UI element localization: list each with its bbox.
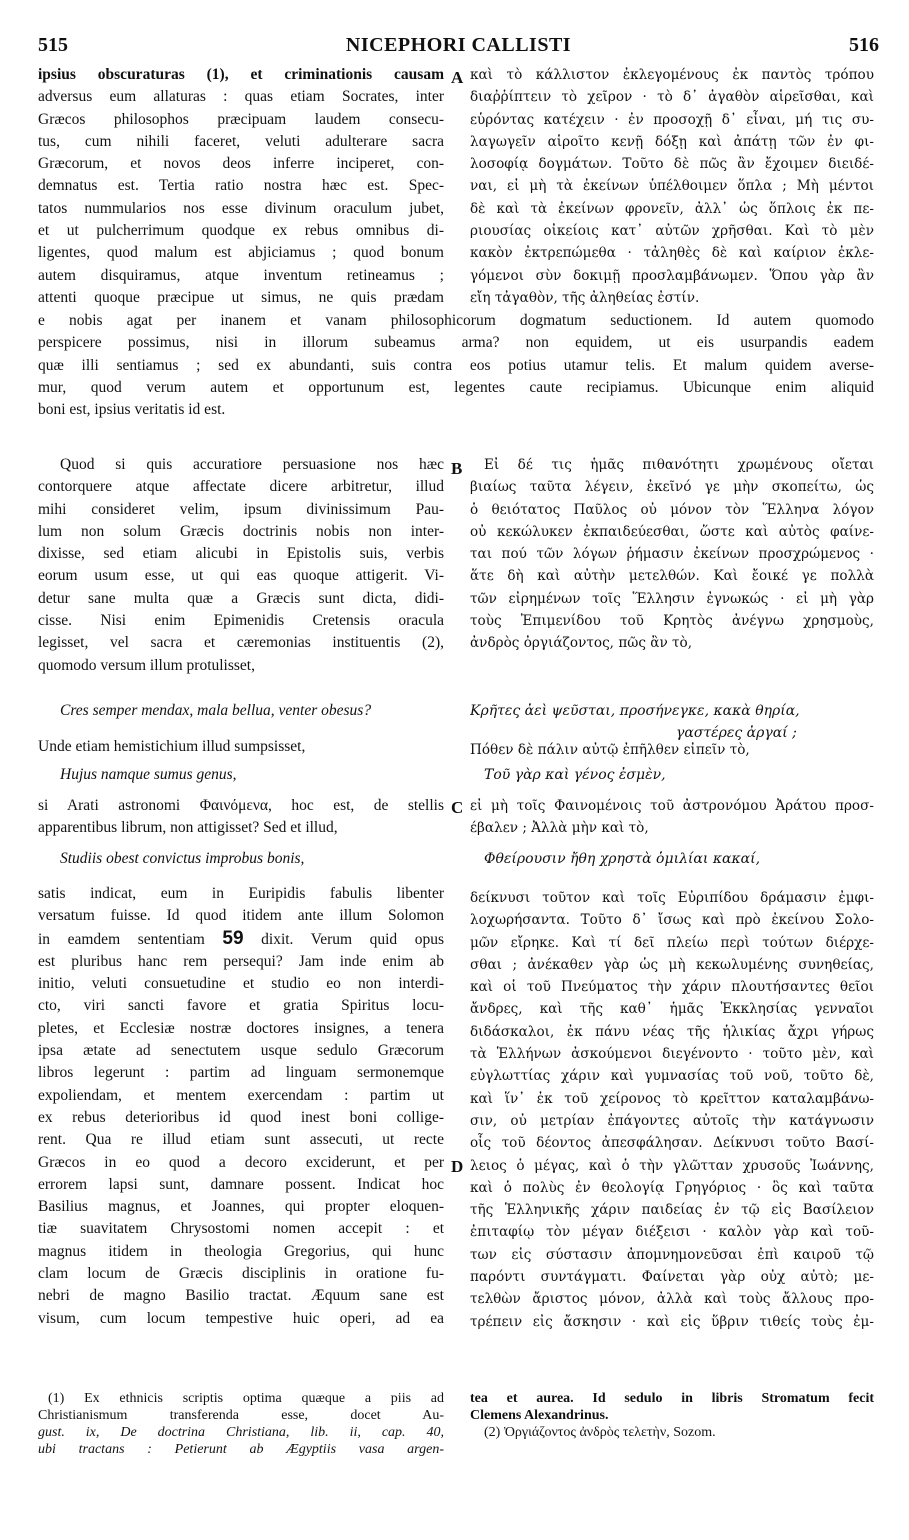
- verse-line: Studiis obest convictus improbus bonis,: [60, 850, 305, 867]
- text-line: κακὸν ἐκτρεπώμεθα · τἀληθὲς δὲ καὶ καίριον ἐκλε-: [470, 245, 874, 262]
- greek-verse-cres: [470, 700, 874, 745]
- text-line: εἰ μὴ τοῖς Φαινομένοις τοῦ ἀστρονόμου Ἀράτου προσ-: [470, 798, 874, 814]
- text-line: ἀνδρὸς ὀργιάζοντος, πῶς ἂν τὸ,: [470, 635, 693, 652]
- text-line: καὶ ὁ πολὺς ἐν θεολογίᾳ Γρηγόριος · ὃς καὶ ταῦτα: [470, 1179, 874, 1196]
- margin-letter-a: A: [451, 68, 464, 87]
- text-line: λοχωρήσαντα. Τοῦτο δ᾽ ἴσως καὶ πρὸ ἐκείνου Σολο-: [470, 912, 874, 929]
- latin-si-arati: [38, 795, 444, 840]
- text-line: τῆς Ἑλληνικῆς χάριν παιδείας ἐν τῷ εἰς Βασίλειον: [470, 1202, 874, 1219]
- greek-verse-tou: [470, 764, 874, 786]
- text-line: cto, viri sancti favore et gratia Spiritus locu-: [38, 997, 444, 1015]
- text-line: Unde etiam hemistichium illud sumpsisset,: [38, 738, 306, 755]
- text-line: Quod si quis accuratiore persuasione nos hæc: [60, 456, 444, 473]
- text-line: magnus itidem in theologia Gregorius, qui hunc: [38, 1242, 444, 1260]
- text-line: visum, cum locum tempestive huic operi, ad ea: [38, 1309, 444, 1327]
- text-line: σιν, οὐ μετρίαν ἐπάγοντες αὐτοῖς τὴν κατάγνωσιν: [470, 1112, 874, 1129]
- text-line: ligentes, quod malum est abjiciamus ; quod bonum: [38, 244, 444, 262]
- footnote-line: gust. ix, De doctrina Christiana, lib. ii, cap. 40,: [38, 1425, 444, 1440]
- text-line: Græcorum, et novos deos inferre inciperet, con-: [38, 155, 444, 173]
- verse-line: Κρῆτες ἀεὶ ψεῦσται, προσήνεγκε, κακὰ θηρία,: [470, 703, 800, 719]
- verse-line: γαστέρες ἀργαί ;: [676, 725, 797, 742]
- footnote-right: [470, 1390, 874, 1441]
- margin-letter-c: C: [451, 798, 464, 817]
- greek-column-block-3: [470, 887, 874, 1333]
- text-line: ἄνδρες, καὶ τῆς καθ᾽ ἡμᾶς Ἐκκλησίας γενναῖοι: [470, 1001, 874, 1018]
- section-number: 59: [222, 927, 244, 949]
- text-line: adversus eum allaturas : quas etiam Socrates, inter: [38, 88, 444, 106]
- text-line: apparentibus librum, non attigisset? Sed et illud,: [38, 819, 338, 837]
- footnote-left: [38, 1390, 444, 1458]
- text-line: Εἰ δέ τις ἡμᾶς πιθανότητι χρωμένους οἴεται: [484, 457, 874, 473]
- latin-verse-hujus: [38, 764, 444, 786]
- footnote-line: tea et aurea. Id sedulo in libris Stromatum fecit: [470, 1391, 874, 1406]
- text-line: autem disquiramus, atque inventum retineamus ;: [38, 266, 444, 284]
- verse-line: Τοῦ γὰρ καὶ γένος ἐσμὲν,: [484, 767, 666, 783]
- text-line: Basilius magnus, et Joannes, qui propter eloquen-: [38, 1198, 444, 1216]
- latin-verse-cres: [38, 700, 444, 722]
- text-line: τρέπειν εἰς ἄσκησιν · καὶ εἰς ὕβριν τιθείς τοὺς ἐμ-: [470, 1313, 874, 1330]
- text-line: καὶ οἱ τοῦ Πνεύματος τὴν χάριν πλουτήσαντες θεῖοι: [470, 979, 874, 996]
- text-line: attenti quoque præcipue ut simus, ne quis prædam: [38, 288, 444, 306]
- margin-letter-d: D: [451, 1157, 464, 1176]
- text-line: Græcos philosophos præcipuam laudem consecu-: [38, 110, 444, 128]
- text-line: καὶ τὸ κάλλιστον ἐκλεγομένους ἐκ παντὸς τρόπου: [470, 67, 874, 83]
- text-line: rent. Qua re illud etiam sunt assecuti, ut recte: [38, 1131, 444, 1149]
- text-line: εὐγλωττίας χάριν καὶ γυμνασίας τοῦ νοῦ, τοῦτο δὲ,: [470, 1068, 874, 1085]
- text-line: tatos nummularios nos esse divinum oraculum jubet,: [38, 199, 444, 217]
- text-line: σθαι ; ἀνέκαθεν γὰρ ὡς μὴ κεκωλυμένης συνηθείας,: [470, 956, 874, 973]
- text-line: διδάσκαλοι, ἐκ πάνυ νέας τῆς ἡλικίας ἄχρι γήρως: [470, 1023, 874, 1040]
- text-line: παρόντι συντάγματι. Φαίνεται γὰρ οὐχ αὐτὸ; με-: [470, 1269, 874, 1286]
- text-line: Πόθεν δὲ πάλιν αὐτῷ ἐπῆλθεν εἰπεῖν τὸ,: [470, 742, 750, 758]
- latin-column-block-2: [38, 454, 444, 677]
- text-line: εἴη τἀγαθὸν, τῆς ἀληθείας ἐστίν.: [470, 289, 700, 306]
- text-line: contorquere atque affectate dicere arbitretur, illud: [38, 478, 444, 496]
- text-line: nebri de magno Basilio tractat. Æquum sane est: [38, 1287, 444, 1305]
- text-line: perspicere possimus, nisi in illorum subeamus arma? non equidem, ut eis usurpandis eadem: [38, 334, 874, 352]
- page-header: [38, 34, 879, 60]
- text-line: τῶν εἰρημένων τοῖς Ἕλλησιν ἐγνωκώς · εἰ μὴ γὰρ: [470, 590, 874, 607]
- text-line: cisse. Nisi enim Epimenidis Cretensis oracula: [38, 612, 444, 630]
- text-line: ται πού τῶν λόγων ῥήμασιν ἐκείνων προσχρώμενος ·: [470, 546, 874, 563]
- text-line: ipsa ætate ad senectutem usque sedulo Græcorum: [38, 1042, 444, 1060]
- latin-full-width-block-1: [38, 310, 874, 421]
- text-line-with-marker: [38, 928, 444, 951]
- text-line: τοὺς Ἐπιμενίδου τοῦ Κρητὸς ἀνέγνω χρησμοὺς,: [470, 613, 874, 630]
- verse-line: Hujus namque sumus genus,: [60, 766, 237, 783]
- text-line: διαῤῥίπτειν τὸ χεῖρον · τὸ δ᾽ ἀγαθὸν αἱρεῖσθαι, καὶ: [470, 89, 874, 106]
- text-line: satis indicat, eum in Euripidis fabulis libenter: [38, 885, 444, 902]
- text-line: ἅτε δὴ καὶ αὐτὴν μετελθών. Καὶ ἔοικέ γε πολλὰ: [470, 568, 874, 585]
- text-line: ex rebus deterioribus id quod inest boni collige-: [38, 1108, 444, 1126]
- text-line: ἐπιταφίῳ τὸν μέγαν διέξεισι · καλὸν γὰρ καὶ τοῦ-: [470, 1224, 874, 1241]
- text-line: errorem lapsi sunt, damnare possent. Indicat hoc: [38, 1175, 444, 1193]
- text-line: expoliendam, et mentem exercendam : partim ut: [38, 1086, 444, 1104]
- text-line: ipsius obscuraturas (1), et criminationis causam: [38, 66, 444, 83]
- text-line: quomodo versum illum protulisset,: [38, 656, 255, 674]
- text-line: οἷς τοῦ δέοντος ἀπεσφάλησαν. Δείκνυσι τοῦτο Βασί-: [470, 1135, 874, 1152]
- footnote-line: (2) Ὀργιάζοντος ἀνδρὸς τελετὴν, Sozom.: [484, 1425, 716, 1440]
- text-line: est pluribus hanc rem persequi? Jam inde enim ab: [38, 952, 444, 970]
- text-line: ριουσίας οἰκείοις κατ᾽ αὐτῶν χρῆσθαι. Καὶ τὸ μὲν: [470, 223, 874, 240]
- text-line: libros legerunt : partim ad linguam sermonemque: [38, 1064, 444, 1082]
- text-line: έβαλεν ; Ἀλλὰ μὴν καὶ τὸ,: [470, 820, 649, 837]
- text-line: τὰ Ἑλλήνων ἀσκούμενοι διεγένοντο · τοῦτο μὲν, καὶ: [470, 1046, 874, 1063]
- text-line: tus, cum nihili faceret, veluti adulterare sacra: [38, 132, 444, 150]
- greek-column-block-2: [470, 454, 874, 655]
- text-line: λειος ὁ μέγας, καὶ ὁ τὴν γλῶτταν χρυσοῦς Ἰωάννης,: [470, 1157, 874, 1174]
- text-line: καὶ ἵν᾽ ἐκ τοῦ χείρονος τὸ κρεῖττον καταλαμβάνω-: [470, 1090, 874, 1107]
- greek-unde-line: [470, 739, 874, 761]
- text-line: lum non solum Græcis doctrinis nobis non inter-: [38, 522, 444, 540]
- running-title: NICEPHORI CALLISTI: [345, 34, 572, 56]
- text-line: δείκνυσι τοῦτον καὶ τοῖς Εὐριπίδου δράμασιν ἐμφι-: [470, 890, 874, 906]
- text-line: demnatus est. Tertia ratio nostra hæc est. Spec-: [38, 177, 444, 195]
- latin-column-block-1: [38, 64, 444, 309]
- greek-column-block-1: [470, 64, 874, 309]
- text-line: mihi consideret velim, ipsum divinissimum Pau-: [38, 500, 444, 518]
- text-line: οὐ κεκώλυκεν ἐκπαιδεύεσθαι, ὥστε καὶ αὐτὸς φαίνε-: [470, 523, 874, 540]
- text-line: Græcos in eo quod a decoro exciderunt, et per: [38, 1153, 444, 1171]
- footnote-line: ubi tractans : Petierunt ab Ægyptiis vasa argen-: [38, 1442, 444, 1457]
- footnote-line: (1) Ex ethnicis scriptis optima quæque a piis ad: [48, 1391, 444, 1406]
- verse-line: Cres semper mendax, mala bellua, venter obesus?: [60, 702, 372, 719]
- text-line: μῶν εἴρηκε. Καὶ τί δεῖ πλείω περὶ τούτων διέρχε-: [470, 934, 874, 951]
- text-line: λοσοφίᾳ δογμάτων. Τοῦτο δὲ πῶς ἂν ἔχοιμεν διειδέ-: [470, 156, 874, 173]
- page-number-left: 515: [38, 34, 68, 56]
- text-line: si Arati astronomi Φαινόμενα, hoc est, de stellis: [38, 797, 444, 814]
- text-line: detur sane multa quæ a Græcis sunt dicta, didi-: [38, 589, 444, 607]
- text-line: mur, quod verum autem et opportunum est, legentes caute recipiamus. Ubicunque enim aliquid: [38, 378, 874, 396]
- text-line: tiæ suavitatem Chrysostomi nomen accepit : et: [38, 1220, 444, 1238]
- text-line: eorum usum esse, ut qui eas quoque attigerit. Vi-: [38, 567, 444, 585]
- text-line: e nobis agat per inanem et vanam philosophicorum dogmatum seductionem. Id autem quomodo: [38, 312, 874, 329]
- text-line: τελθὼν ἄριστος μόνον, ἀλλὰ καὶ τοὺς ἄλλους προ-: [470, 1291, 874, 1308]
- text-line: των εἰς σύστασιν ἀπομνημονεῦσαι ἐπὶ καιροῦ τῷ: [470, 1246, 874, 1263]
- text-line: γόμενοι σὺν δοκιμῇ προσλαμβάνωμεν. Ὅπου γὰρ ἂν: [470, 267, 874, 284]
- text-line: legisset, vel sacra et cæremonias instituentis (2),: [38, 634, 444, 652]
- footnote-line: Christianismum transferenda esse, docet Au-: [38, 1408, 444, 1423]
- verse-line: Φθείρουσιν ἤθη χρηστὰ ὁμιλίαι κακαί,: [484, 851, 761, 867]
- text-line: versatum fuisse. Id quod itidem ante illum Solomon: [38, 907, 444, 925]
- greek-ei-me: [470, 795, 874, 840]
- text-line: εὑρόντας κατέχειν · ἐν προσοχῇ δ᾽ εἶναι, μή τις συ-: [470, 111, 874, 128]
- text-line: initio, veluti consuetudine et studio eo non interdi-: [38, 975, 444, 993]
- text-line: βιαίως ταῦτα λέγειν, ἐκεῖνό γε μὴν σκοπείτω, ὡς: [470, 479, 874, 496]
- text-line: λαγωγεῖν αἱροῖτο κενῇ δόξῃ καὶ ἀπάτῃ τῶν ἐν φι-: [470, 133, 874, 150]
- text-segment: in eamdem sententiam: [38, 930, 205, 948]
- text-segment: dixit. Verum quid opus: [261, 930, 445, 948]
- page-number-right: 516: [849, 34, 879, 56]
- latin-column-block-3: [38, 883, 444, 1330]
- text-line: clam locum de Græcis disciplinis in oratione fu-: [38, 1265, 444, 1283]
- text-line: quæ illi sentiamus ; sed ex abundanti, suis contra eos potius utamur telis. Et malum quidem averse-: [38, 356, 874, 374]
- text-line: ὁ θειότατος Παῦλος οὐ μόνον τὸν Ἕλληνα λόγον: [470, 501, 874, 518]
- footnote-line: Clemens Alexandrinus.: [470, 1408, 609, 1423]
- text-line: dixisse, sed etiam alicubi in Epistolis suis, verbis: [38, 545, 444, 563]
- text-line: et ut pulcherrimum quodque ex rebus omnibus di-: [38, 222, 444, 240]
- text-line: δὲ καὶ τὰ ἐκείνων φρονεῖν, ἀλλ᾽ ὡς ὅπλοις ἐκ πε-: [470, 200, 874, 217]
- text-line: ναι, εἰ μὴ τὰ ἐκείνων ὑπέλθοιμεν ὅπλα ; Μὴ μέντοι: [470, 178, 874, 195]
- latin-unde-line: [38, 736, 444, 758]
- latin-verse-studiis: [38, 848, 444, 870]
- text-line: boni est, ipsius veritatis id est.: [38, 401, 226, 419]
- margin-letter-b: B: [451, 459, 463, 478]
- greek-verse-phtheirousin: [470, 848, 874, 870]
- text-line: pletes, et Ecclesiæ nostræ doctores insignes, a tenera: [38, 1019, 444, 1037]
